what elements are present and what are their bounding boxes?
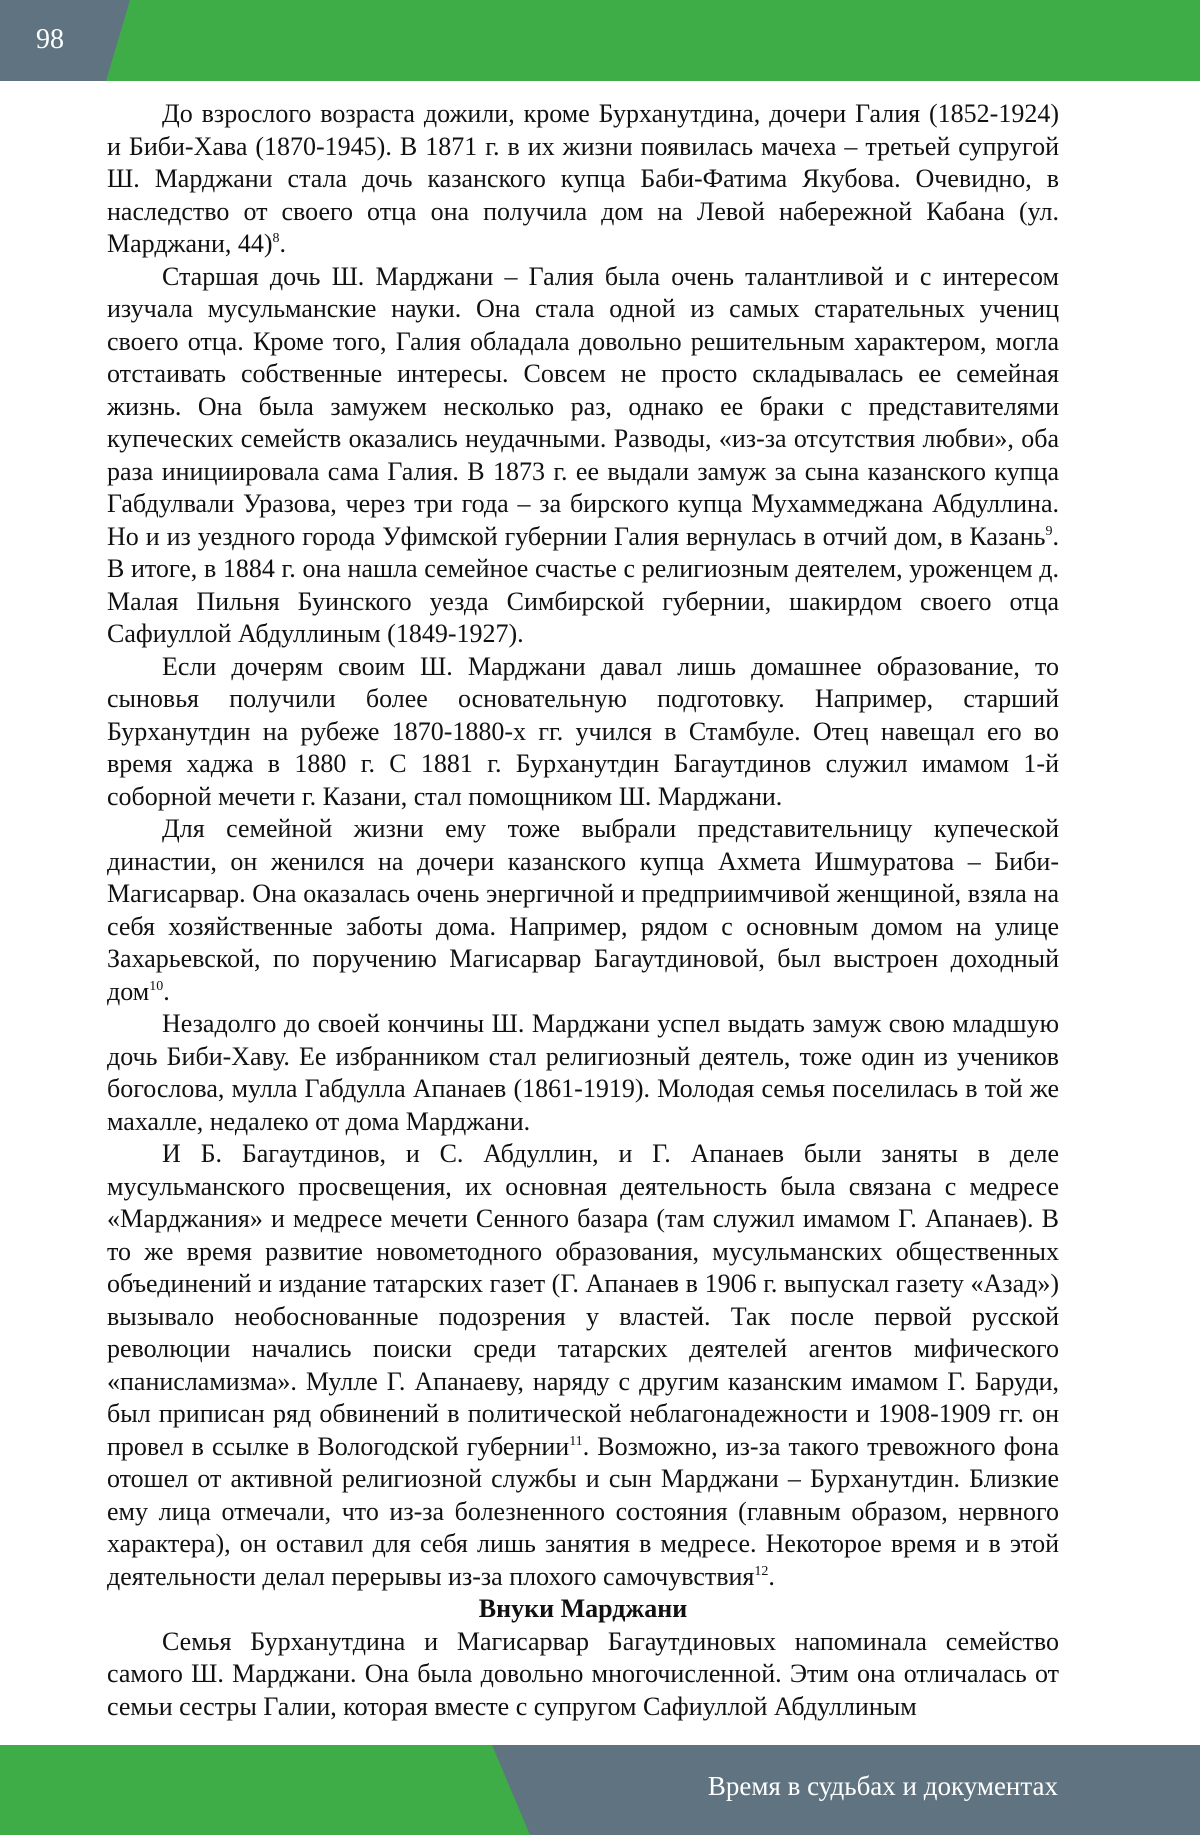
footnote-ref-8: 8 xyxy=(272,231,280,246)
paragraph-1-tail: . xyxy=(279,229,287,258)
paragraph-3 xyxy=(107,651,1059,814)
paragraph-2-text: Старшая дочь Ш. Марджани – Галия была очень талантливой и с интересом изучала мусульманские науки. Она стала одной из самых старательных учениц своего отца. Кроме того, Галия обладала довольно решительным характером, могла отстаивать собственные интересы. Совсем не просто складывалась ее семейная жизнь. Она была замужем несколько раз, однако ее браки с представителями купеческих семейств оказались неудачными. Разводы, «из-за отсутствия любви», оба раза инициировала сама Галия. В 1873 г. ее выдали замуж за сына казанского купца Габдулвали Уразова, через три года – за бирского купца Мухаммеджана Абдуллина. Но и из уездного города Уфимской губернии Галия вернулась в отчий дом, в Казань xyxy=(107,261,1059,551)
paragraph-6 xyxy=(107,1138,1059,1593)
paragraph-4-tail: . xyxy=(163,976,170,1006)
paragraph-7 xyxy=(107,1626,1059,1724)
footnote-ref-11: 11 xyxy=(569,1433,583,1449)
paragraph-4-text: Для семейной жизни ему тоже выбрали представительницу купеческой династии, он женился на дочери казанского купца Ахмета Ишмуратова – Биби-Магисарвар. Она оказалась очень энергичной и предприимчивой женщиной, взяла на себя хозяйственные заботы дома. Например, рядом с основным домом на улице Захарьевской, по поручению Магисарвар Багаутдиновой, был выстроен доходный дом xyxy=(107,814,1059,1006)
paragraph-6-text: И Б. Багаутдинов, и С. Абдуллин, и Г. Апанаев были заняты в деле мусульманского просвещения, их основная деятельность была связана с медресе «Марджания» и медресе мечети Сенного базара (там служил имамом Г. Апанаев). В то же время развитие новометодного образования, мусульманских общественных объединений и издание татарских газет (Г. Апанаев в 1906 г. выпускал газету «Азад») вызывало необоснованные подозрения у властей. Так после первой русской революции начались поиски среди татарских деятелей агентов мифического «панисламизма». Мулле Г. Апанаеву, наряду с другим казанским имамом Г. Баруди, был приписан ряд обвинений в политической неблагонадежности и 1908-1909 гг. он провел в ссылке в Вологодской губернии xyxy=(107,1139,1059,1461)
page-header xyxy=(0,0,1200,81)
paragraph-5 xyxy=(107,1008,1059,1138)
section-heading: Внуки Марджани xyxy=(478,1594,688,1623)
paragraph-1 xyxy=(107,98,1059,261)
paragraph-6-middle: . Возможно, из-за такого тревожного фона отошел от активной религиозной службы и сын Марджани – Бурханутдин. Близкие ему лица отмечали, что из-за болезненного состояния (главным образом, нервного характера), он оставил для себя лишь занятия в медресе. Некоторое время и в этой деятельности делал перерывы из-за плохого самочувствия xyxy=(107,1431,1059,1591)
page-footer xyxy=(0,1745,1200,1835)
paragraph-2-tail: . В итоге, в 1884 г. она нашла семейное счастье с религиозным деятелем, уроженцем д. Малая Пильня Буинского уезда Симбирской губернии, шакирдом своего отца Сафиуллой Абдуллиным (1849-1927). xyxy=(107,521,1059,648)
footnote-ref-10: 10 xyxy=(149,978,164,994)
paragraph-2 xyxy=(107,261,1059,651)
page-body xyxy=(107,98,1059,1723)
footnote-ref-12: 12 xyxy=(754,1563,769,1579)
header-band xyxy=(0,0,1200,81)
header-green-band xyxy=(0,0,1200,81)
paragraph-3-text: Если дочерям своим Ш. Марджани давал лишь домашнее образование, то сыновья получили более основательную подготовку. Например, старший Бурханутдин на рубеже 1870-1880-х гг. учился в Стамбуле. Отец навещал его во время хаджа в 1880 г. С 1881 г. Бурханутдин Багаутдинов служил имамом 1-й соборной мечети г. Казани, стал помощником Ш. Марджани. xyxy=(107,651,1059,811)
paragraph-4 xyxy=(107,813,1059,1008)
page-number: 98 xyxy=(36,24,64,55)
paragraph-5-text: Незадолго до своей кончины Ш. Марджани успел выдать замуж свою младшую дочь Биби-Хаву. Ее избранником стал религиозный деятель, тоже один из учеников богослова, мулла Габдулла Апанаев (1861-1919). Молодая семья поселилась в той же махалле, недалеко от дома Марджани. xyxy=(107,1009,1059,1136)
paragraph-1-text: До взрослого возраста дожили, кроме Бурханутдина, дочери Галия (1852-1924) и Биби-Хава (1870-1945). В 1871 г. в их жизни появилась мачеха – третьей супругой Ш. Марджани стала дочь казанского купца Баби-Фатима Якубова. Очевидно, в наследство от своего отца она получила дом на Левой набережной Кабана (ул. Марджани, 44) xyxy=(107,99,1059,258)
paragraph-6-tail: . xyxy=(768,1561,775,1591)
paragraph-7-text: Семья Бурханутдина и Магисарвар Багаутдиновых напоминала семейство самого Ш. Марджани. Она была довольно многочисленной. Этим она отличалась от семьи сестры Галии, которая вместе с супругом Сафиуллой Абдуллиным xyxy=(107,1626,1059,1721)
running-title: Время в судьбах и документах xyxy=(707,1771,1058,1801)
footnote-ref-9: 9 xyxy=(1045,523,1053,539)
